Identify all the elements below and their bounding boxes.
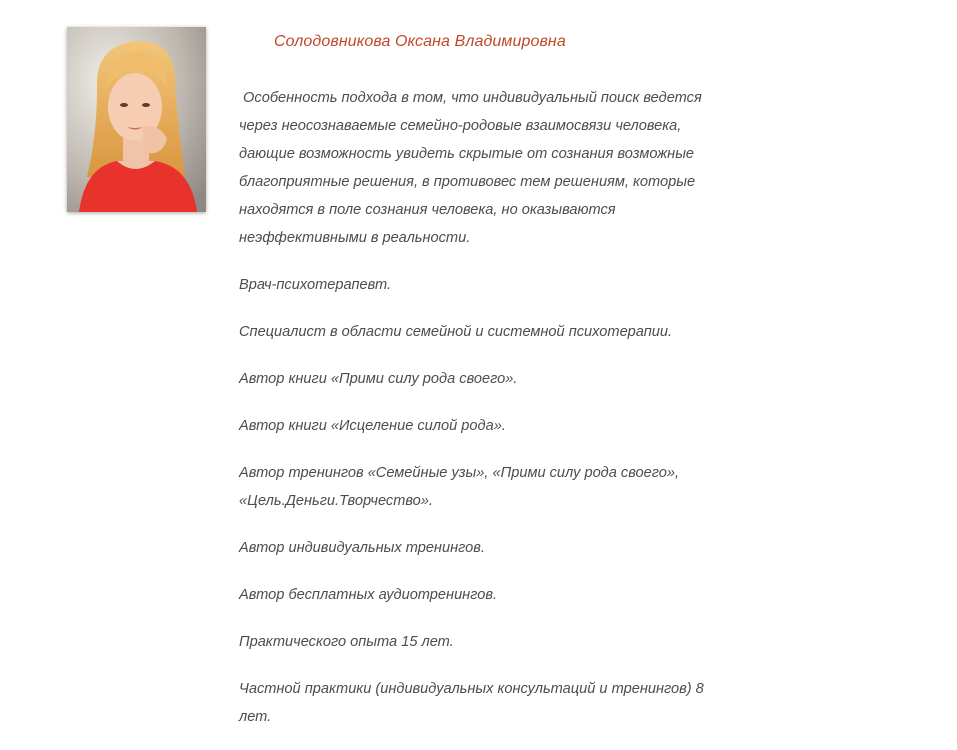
- bio-paragraph-private-practice: Частной практики (индивидуальных консультаций и тренингов) 8 лет.: [239, 681, 704, 725]
- bio-paragraph-book-1: Автор книги «Прими силу рода своего».: [239, 371, 518, 387]
- bio-paragraph-book-2: Автор книги «Исцеление силой рода».: [239, 418, 506, 434]
- bio-paragraph-profession: Врач-психотерапевт.: [239, 277, 392, 293]
- bio-paragraph-individual-trainings: Автор индивидуальных тренингов.: [239, 540, 485, 556]
- bio-paragraph-experience: Практического опыта 15 лет.: [239, 634, 454, 650]
- portrait-image: [67, 27, 206, 212]
- profile-photo: [67, 27, 206, 212]
- bio-paragraph-trainings: Автор тренингов «Семейные узы», «Прими силу рода своего», «Цель.Деньги.Творчество».: [239, 465, 680, 509]
- bio-paragraph-audio-trainings: Автор бесплатных аудиотренингов.: [239, 587, 498, 603]
- bio-paragraph-approach: Особенность подхода в том, что индивидуальный поиск ведется через неосознаваемые семейно-родовые взаимосвязи человека, дающие возможность увидеть скрытые от сознания возможные благоприятные решения, в противовес тем решениям, которые находятся в поле сознания человека, но оказываются неэффективными в реальности.: [239, 90, 702, 246]
- person-name: Солодовникова Оксана Владимировна: [274, 33, 566, 50]
- bio-content: [239, 84, 739, 750]
- bio-paragraph-specialist: Специалист в области семейной и системной психотерапии.: [239, 324, 673, 340]
